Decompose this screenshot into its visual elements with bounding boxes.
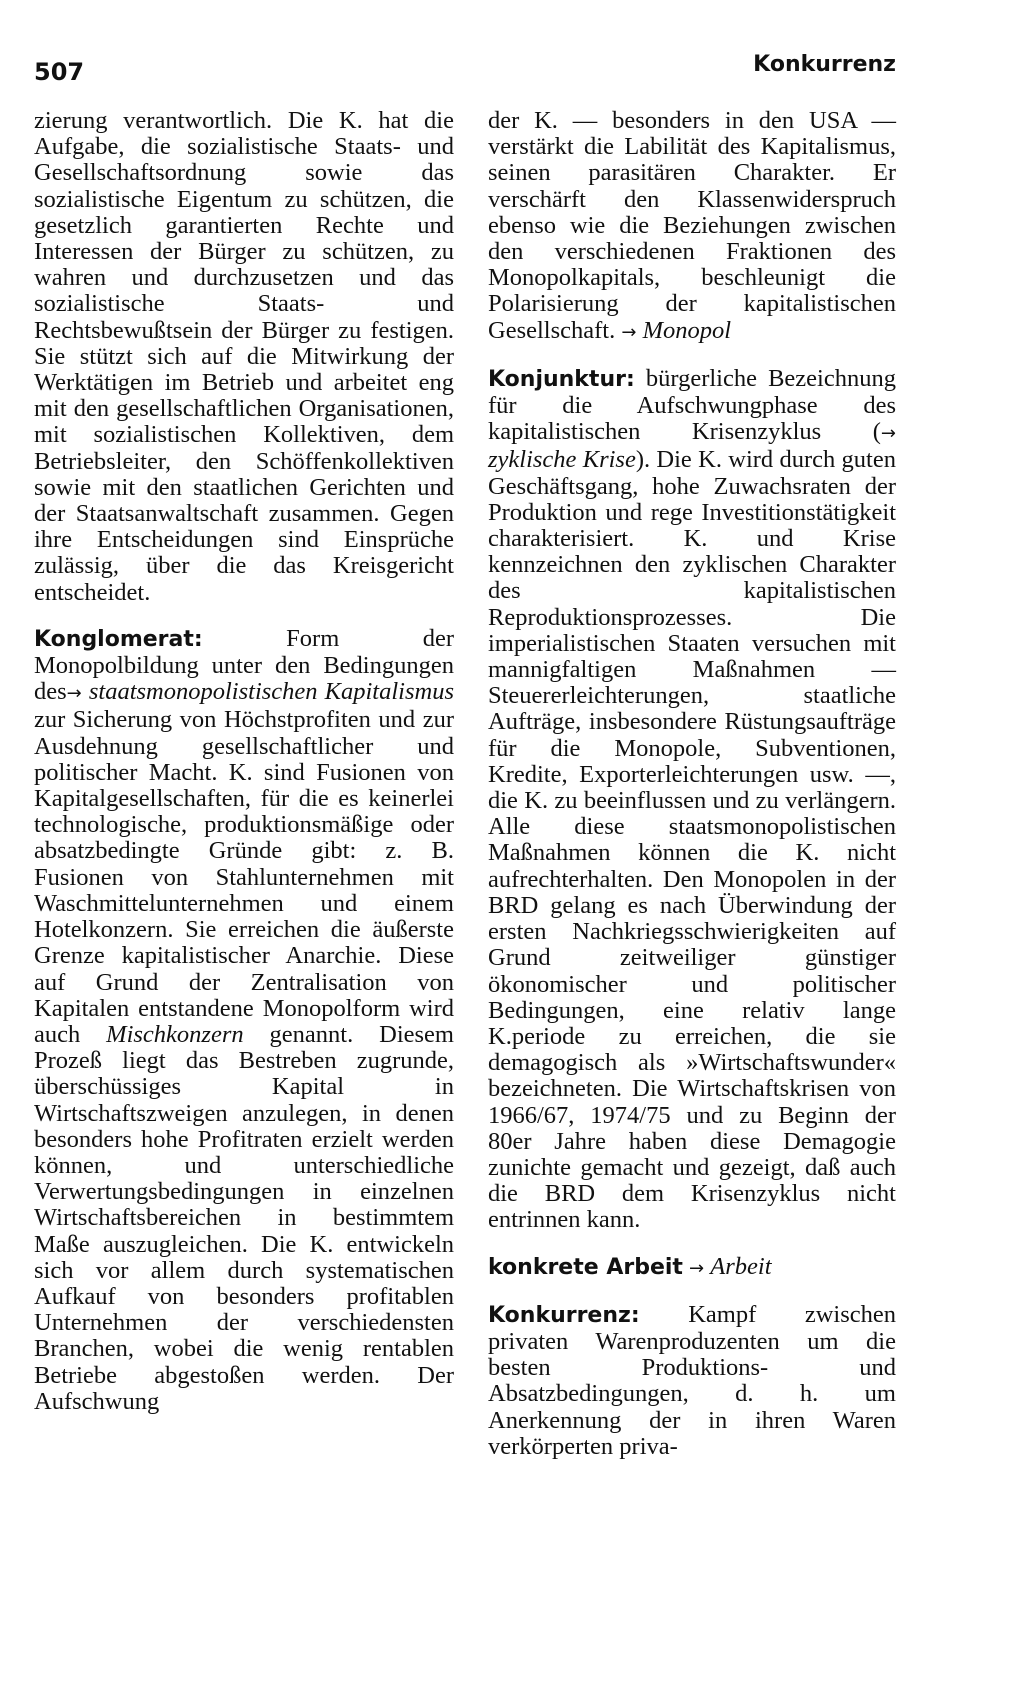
entry-term: Konjunktur: bbox=[488, 366, 635, 392]
cross-reference[interactable]: zyklische Krise bbox=[488, 446, 636, 474]
entry-text: Form der Monopolbildung unter den Bedingungen des bbox=[34, 624, 454, 706]
left-column bbox=[34, 108, 454, 1415]
arrow-icon: → bbox=[621, 321, 637, 343]
page-number: 507 bbox=[34, 58, 85, 86]
arrow-icon: → bbox=[66, 683, 82, 705]
entry-term: Konglomerat: bbox=[34, 626, 203, 652]
cross-reference: Mischkonzern bbox=[106, 1020, 244, 1048]
entry-text: bürgerliche Bezeichnung für die Aufschwungphase des kapitalistischen Krisenzyklus ( bbox=[488, 364, 896, 446]
entry-term: Konkurrenz: bbox=[488, 1302, 640, 1328]
entry-text: genannt. Diesem Prozeß liegt das Bestreben zugrunde, überschüssiges Kapital in Wirtschaftszweigen anzulegen, in denen besonders hohe Profitraten erzielt werden können, und unterschiedliche Verwertungsbedingungen in einzelnen Wirtschaftsbereichen in bestimmtem Maße auszugleichen. Die K. entwickeln sich vor allem durch systematischen Aufkauf von besonders profitablen Unternehmen der verschiedensten Branchen, wobei die wenig rentablen Betriebe abgestoßen werden. Der Aufschwung bbox=[34, 1020, 454, 1415]
entry-term: konkrete Arbeit bbox=[488, 1254, 683, 1280]
cross-reference[interactable]: Arbeit bbox=[710, 1252, 772, 1280]
page-header bbox=[0, 0, 1024, 100]
entry-konkrete-arbeit bbox=[488, 1254, 896, 1282]
running-head: Konkurrenz bbox=[753, 52, 896, 77]
entry-text: ). Die K. wird durch guten Geschäftsgang, hohe Zuwachsraten der Produktion und rege Investitionstätigkeit charakterisiert. K. und Krise kennzeichnen den zyklischen Charakter des kapitalistischen Reproduktionsprozesses. Die imperialistischen Staaten versuchen mit mannigfaltigen Maßnahmen — Steuererleichterungen, staatliche Aufträge, insbesondere Rüstungsaufträge für die Monopole, Subventionen, Kredite, Exporterleichterungen usw. —, die K. zu beeinflussen und zu verlängern. Alle diese staatsmonopolistischen Maßnahmen können die K. nicht aufrechterhalten. Den Monopolen in der BRD gelang es nach Überwindung der ersten Nachkriegsschwierigkeiten auf Grund zeitweiliger günstiger ökonomischer und politischer Bedingungen, eine relativ lange K.periode zu erreichen, die sie demagogisch als »Wirtschaftswunder« bezeichneten. Die Wirtschaftskrisen von 1966/67, 1974/75 und zu Beginn der 80er Jahre haben diese Demagogie zunichte gemacht und gezeigt, daß auch die BRD dem Krisenzyklus nicht entrinnen kann. bbox=[488, 446, 896, 1234]
arrow-icon: → bbox=[880, 423, 896, 445]
cross-reference[interactable]: Monopol bbox=[642, 316, 732, 344]
right-column bbox=[488, 108, 896, 1460]
continuation-text: zierung verantwortlich. Die K. hat die Aufgabe, die sozialistische Staats- und Gesellschaftsordnung sowie das sozialistische Eigentum zu schützen, die gesetzlich garantierten Rechte und Interessen der Bürger zu schützen, zu wahren und durchzusetzen und das sozialistische Staats- und Rechtsbewußtsein der Bürger zu festigen. Sie stützt sich auf die Mitwirkung der Werktätigen im Betrieb und arbeitet eng mit den gesellschaftlichen Organisationen, mit sozialistischen Kollektiven, dem Betriebsleiter, den Schöffenkollektiven sowie mit den staatlichen Gerichten und der Staatsanwaltschaft zusammen. Gegen ihre Entscheidungen sind Einsprüche zulässig, über die das Kreisgericht entscheidet. bbox=[34, 107, 454, 606]
continuation-paragraph bbox=[34, 108, 454, 606]
continuation-paragraph bbox=[488, 108, 896, 346]
cross-reference[interactable]: staatsmonopolistischen Kapitalismus bbox=[88, 678, 454, 706]
entry-text: zur Sicherung von Höchstprofiten und zur Ausdehnung gesellschaftlicher und politischer Macht. K. sind Fusionen von Kapitalgesellschaften, für die es keinerlei technologische, produktionsmäßige oder absatzbedingte Gründe gibt: z. B. Fusionen von Stahlunternehmen mit Waschmittelunternehmen und einem Hotelkonzern. Sie erreichen die äußerste Grenze kapitalistischer Anarchie. Diese auf Grund der Zentralisation von Kapitalen entstandene Monopolform wird auch bbox=[34, 706, 454, 1048]
entry-konglomerat bbox=[34, 626, 454, 1415]
entry-text: Kampf zwischen privaten Warenproduzenten um die besten Produktions- und Absatzbedingungen, d. h. um Anerkennung der in ihren Waren verkörperten priva- bbox=[488, 1300, 896, 1460]
arrow-icon: → bbox=[689, 1257, 705, 1279]
continuation-text: der K. — besonders in den USA — verstärkt die Labilität des Kapitalismus, seinen parasitären Charakter. Er verschärft den Klassenwiderspruch ebenso wie die Beziehungen zwischen den verschiedenen Fraktionen des Monopolkapitals, beschleunigt die Polarisierung der kapitalistischen Gesellschaft. bbox=[488, 107, 896, 344]
entry-konjunktur bbox=[488, 366, 896, 1234]
entry-konkurrenz bbox=[488, 1302, 896, 1460]
